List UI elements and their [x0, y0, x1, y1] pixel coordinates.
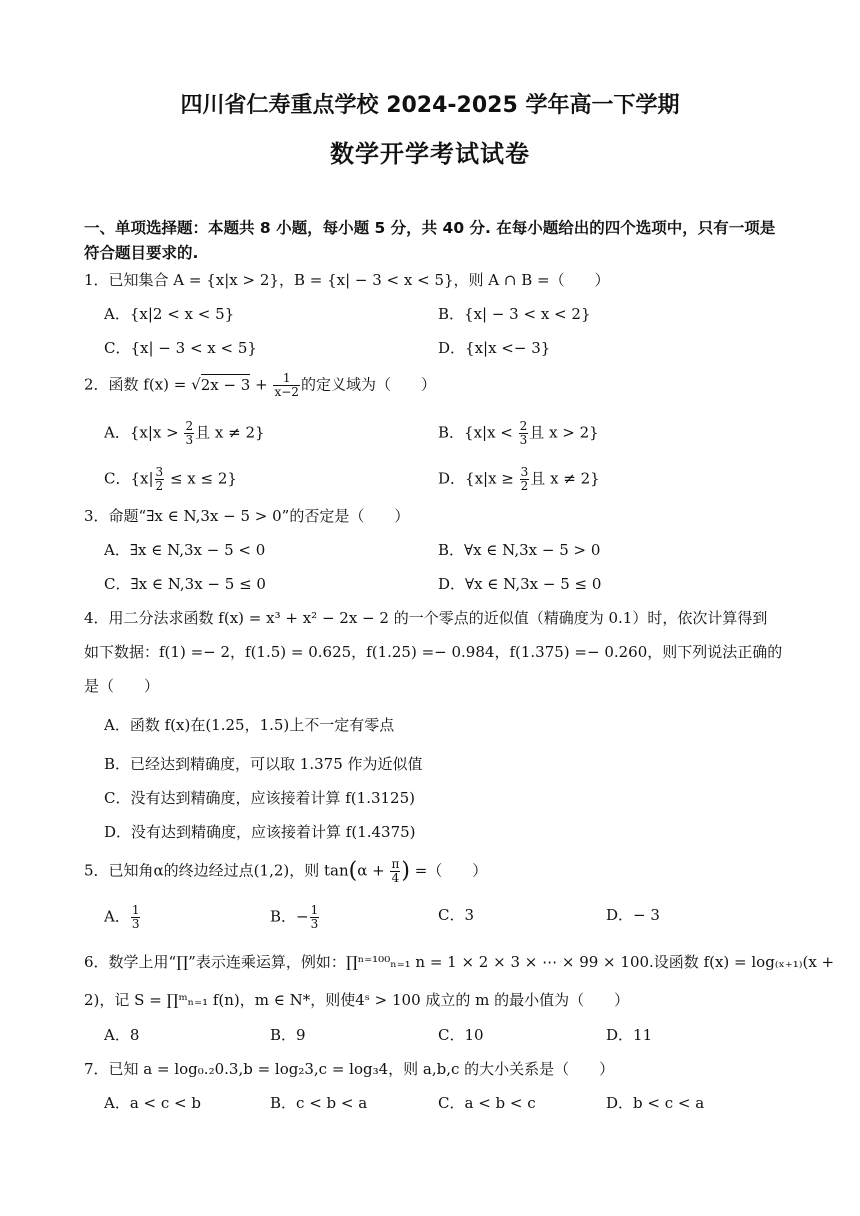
question-3-option-b: B．∀x ∈ N,3x − 5 > 0 [438, 541, 601, 559]
question-2-stem: 2．函数 f(x) = √2x − 3 + $\frac{1}{x-2}$ 的定义域为（ ） [84, 371, 436, 399]
q5-a-pre: A． [104, 907, 130, 926]
q2-stem-post: 的定义域为（ ） [300, 375, 436, 394]
question-6-option-c: C．10 [438, 1026, 484, 1044]
exam-title-line1: 四川省仁寿重点学校 2024-2025 学年高一下学期 [180, 93, 680, 118]
question-3-option-a: A．∃x ∈ N,3x − 5 < 0 [104, 541, 266, 559]
question-2-option-c [104, 466, 237, 493]
q2-stem-pre: 2．函数 f(x) = [84, 375, 192, 394]
question-5-stem [84, 858, 487, 885]
q2-b-fraction [519, 420, 529, 447]
q5-paren-close: ) [401, 858, 410, 884]
q5-alpha-plus: α + [357, 861, 390, 880]
q2-c-den: 2 [155, 479, 164, 493]
question-3-option-d: D．∀x ∈ N,3x − 5 ≤ 0 [438, 575, 602, 593]
q5-b-fraction [310, 904, 320, 931]
question-6-option-d: D．11 [606, 1026, 653, 1044]
q2-d-num: 3 [520, 465, 529, 479]
question-3-stem: 3．命题“∃x ∈ N,3x − 5 > 0”的否定是（ ） [84, 507, 410, 525]
exam-title-line2: 数学开学考试试卷 [330, 140, 530, 168]
question-6-line2: 2)，记 S = ∏ᵐₙ₌₁ f(n)，m ∈ N*，则使4ˢ > 100 成立的 m 的最小值为（ ） [84, 991, 630, 1009]
question-6-option-b: B．9 [270, 1026, 306, 1044]
q5-b-pre: B．− [270, 907, 309, 926]
question-1-option-b: B．{x| − 3 < x < 2} [438, 305, 591, 323]
q2-d-den: 2 [520, 479, 529, 493]
section-heading: 一、单项选择题：本题共 8 小题，每小题 5 分，共 40 分. 在每小题给出的四个选项中，只有一项是符合题目要求的. [84, 219, 776, 262]
q2-a-fraction [184, 420, 194, 447]
q5-b-den: 3 [310, 917, 319, 931]
question-7-option-b: B．c < b < a [270, 1094, 368, 1112]
question-4-line1: 4．用二分法求函数 f(x) = x³ + x² − 2x − 2 的一个零点的近似值（精确度为 0.1）时，依次计算得到 [84, 609, 768, 627]
q2-b-den: 3 [519, 433, 528, 447]
q5-pi-den: 4 [391, 871, 400, 885]
question-6-line1: 6．数学上用“∏”表示连乘运算，例如：∏ⁿ⁼¹⁰⁰ₙ₌₁ n = 1 × 2 × 3 × ⋯ × 99 × 100.设函数 f(x) = log₍ₓ₊₁₎(x + [84, 953, 835, 971]
question-7-option-d: D．b < c < a [606, 1094, 705, 1112]
question-1-option-d: D．{x|x <− 3} [438, 339, 551, 357]
question-4-option-a: A．函数 f(x)在(1.25，1.5)上不一定有零点 [104, 716, 395, 734]
question-5-option-a [104, 904, 141, 931]
q2-a-pre: A．{x|x > [104, 423, 184, 442]
q5-pi-fraction [390, 858, 400, 885]
q2-frac-num: 1 [273, 372, 299, 386]
q5-paren-open: ( [348, 858, 358, 884]
q5-a-fraction [131, 904, 141, 931]
q5-a-num: 1 [131, 903, 140, 917]
question-2-option-a [104, 420, 265, 447]
q2-a-num: 2 [185, 419, 194, 433]
q5-b-num: 1 [310, 903, 319, 917]
question-5-option-c: C．3 [438, 906, 475, 924]
q5-stem-pre: 5．已知角α的终边经过点(1,2)，则 tan [84, 861, 349, 880]
q2-frac-den: x−2 [274, 385, 299, 399]
question-2-option-d [438, 466, 600, 493]
q2-b-post: 且 x > 2} [529, 423, 599, 442]
question-2-option-b [438, 420, 599, 447]
question-1-option-a: A．{x|2 < x < 5} [104, 305, 235, 323]
q2-c-fraction [155, 466, 165, 493]
q2-d-pre: D．{x|x ≥ [438, 469, 519, 488]
q2-b-num: 2 [519, 419, 528, 433]
question-7-stem: 7．已知 a = log₀.₂0.3,b = log₂3,c = log₃4，则 a,b,c 的大小关系是（ ） [84, 1060, 615, 1078]
question-7-option-c: C．a < b < c [438, 1094, 536, 1112]
q5-a-den: 3 [131, 917, 140, 931]
q2-d-fraction [520, 466, 530, 493]
question-1-option-c: C．{x| − 3 < x < 5} [104, 339, 257, 357]
question-4-option-b: B．已经达到精确度，可以取 1.375 作为近似值 [104, 755, 423, 773]
q2-c-num: 3 [155, 465, 164, 479]
question-5-option-b [270, 904, 320, 931]
q5-stem-post: =（ ） [409, 861, 488, 880]
q2-c-post: ≤ x ≤ 2} [165, 469, 237, 488]
q2-sqrt-body: 2x − 3 [200, 375, 251, 394]
question-3-option-c: C．∃x ∈ N,3x − 5 ≤ 0 [104, 575, 266, 593]
question-5-option-d: D．− 3 [606, 906, 660, 924]
question-6-option-a: A．8 [104, 1026, 140, 1044]
q2-c-pre: C．{x| [104, 469, 154, 488]
q2-d-post: 且 x ≠ 2} [530, 469, 600, 488]
q2-a-den: 3 [185, 433, 194, 447]
q2-a-post: 且 x ≠ 2} [195, 423, 265, 442]
question-4-line2: 如下数据：f(1) =− 2，f(1.5) = 0.625，f(1.25) =− 0.984，f(1.375) =− 0.260，则下列说法正确的 [84, 643, 783, 661]
question-4-line3: 是（ ） [84, 677, 160, 695]
question-4-option-d: D．没有达到精确度，应该接着计算 f(1.4375) [104, 823, 416, 841]
q2-plus: + [250, 375, 273, 394]
q2-fraction [273, 372, 299, 399]
q5-pi-num: π [391, 857, 400, 871]
q2-b-pre: B．{x|x < [438, 423, 518, 442]
question-1-stem: 1．已知集合 A = {x|x > 2}，B = {x| − 3 < x < 5}，则 A ∩ B =（ ） [84, 271, 610, 289]
question-4-option-c: C．没有达到精确度，应该接着计算 f(1.3125) [104, 789, 415, 807]
question-7-option-a: A．a < c < b [104, 1094, 201, 1112]
